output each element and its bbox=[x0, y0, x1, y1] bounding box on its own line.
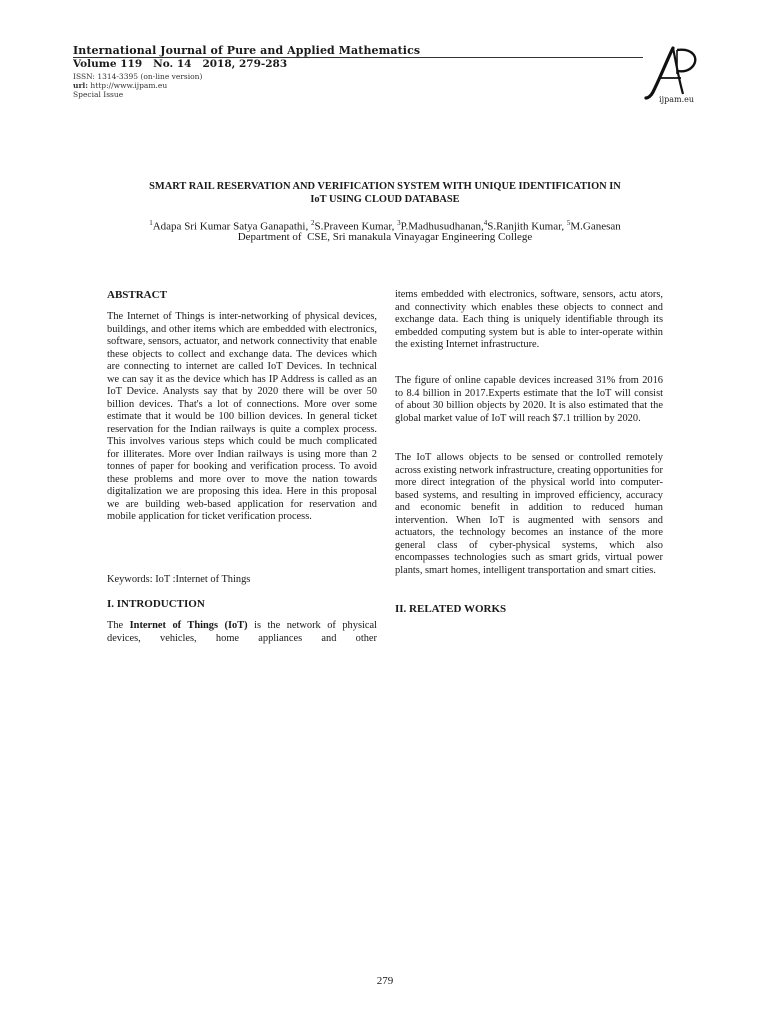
iot-applications-text: The IoT allows objects to be sensed or controlled remotely across existing network infrastructure, creating opportunities for more direct integration of the physical world into computer-based systems, and resulting in improved efficiency, accuracy and economic benefit in addition to reduced human intervention. When IoT is augmented with sensors and actuators, the technology becomes an instance of the more general class of cyber-physical systems, which also encompasses technologies such as smart grids, virtual power plants, smart homes, intelligent transportation and smart cities. bbox=[395, 452, 663, 576]
intro-pre: The bbox=[107, 620, 130, 631]
intro-body bbox=[107, 620, 377, 645]
related-works-title: II. RELATED WORKS bbox=[395, 603, 507, 615]
abstract-text: The Internet of Things is inter-networking of physical devices, buildings, and other items which are embedded with electronics, software, sensors, actuator, and network connectivity that enable these objects to collect and exchange data. The devices which are connecting to internet are called IoT Devices. In technical we can say it as the device which has IP Address is called as an IoT Device. Analysts say that by 2020 there will be over 50 billion devices. That's a lot of connections. More over some estimate that it would be 100 billion devices. In general ticket reservation for the Indian railways is quite a complex process. This involves various steps which could be much complicated for illiterates. More over Indian railways is using more than 2 tonnes of paper for booking and verification process. To avoid these problems and more over to move the nation towards digitalization we are proposing this idea. Here in this proposal we are building web-based application for reservation and mobile application for ticket verification process. bbox=[107, 311, 377, 522]
author-5: M.Ganesan bbox=[570, 220, 621, 233]
author-1: Adapa Sri Kumar Satya Ganapathi, bbox=[152, 220, 311, 233]
author-1-num: 1 bbox=[149, 219, 153, 227]
right-para-1 bbox=[395, 289, 663, 352]
logo-site: ijpam.eu bbox=[659, 95, 694, 104]
title-line-2: IoT USING CLOUD DATABASE bbox=[310, 194, 460, 205]
journal-url bbox=[73, 81, 167, 90]
author-3-num: 3 bbox=[397, 219, 401, 227]
intro-heading bbox=[107, 598, 377, 610]
department: Department of CSE, Sri manakula Vinayagar Engineering College bbox=[237, 231, 533, 243]
journal-issn: ISSN: 1314-3395 (on-line version) bbox=[73, 72, 203, 81]
special-issue: Special Issue bbox=[73, 90, 124, 99]
author-3: P.Madhusudhanan, bbox=[400, 220, 484, 233]
author-4: S.Ranjith Kumar, bbox=[487, 220, 567, 233]
intro-post: is the network of physical devices, vehicles, home appliances and other bbox=[107, 620, 377, 644]
related-works-heading bbox=[395, 603, 663, 615]
abstract-body bbox=[107, 311, 377, 524]
page-number: 279 bbox=[376, 975, 394, 987]
right-para-3 bbox=[395, 452, 663, 577]
url-label: url: bbox=[73, 81, 89, 90]
iot-definition-text: items embedded with electronics, software, sensors, actu ators, and connectivity which enables these objects to connect and exchange data. Each thing is uniquely identifiable through its embedded computing system but is able to inter-operate within the existing Internet infrastructure. bbox=[395, 289, 663, 350]
intro-bold: Internet of Things (IoT) bbox=[129, 620, 248, 631]
author-4-num: 4 bbox=[483, 219, 488, 227]
journal-volume: Volume 119 No. 14 2018, 279-283 bbox=[73, 58, 288, 70]
journal-title: International Journal of Pure and Applied Mathematics bbox=[73, 44, 421, 57]
right-para-2 bbox=[395, 375, 663, 425]
author-2-num: 2 bbox=[310, 219, 315, 227]
keywords bbox=[107, 574, 377, 585]
title-line-1: SMART RAIL RESERVATION AND VERIFICATION SYSTEM WITH UNIQUE IDENTIFICATION IN bbox=[149, 181, 621, 192]
keywords-text: Keywords: IoT :Internet of Things bbox=[107, 574, 251, 585]
intro-text bbox=[107, 620, 377, 645]
intro-title: I. INTRODUCTION bbox=[107, 598, 205, 610]
abstract-heading bbox=[107, 289, 377, 301]
paper-title bbox=[80, 180, 690, 206]
iot-statistics-text: The figure of online capable devices increased 31% from 2016 to 8.4 billion in 2017.Experts estimate that the IoT will consist of about 30 billion objects by 2020. It is also estimated that the global market value of IoT will reach $7.1 trillion by 2020. bbox=[395, 375, 663, 424]
url-value: http://www.ijpam.eu bbox=[88, 81, 168, 90]
journal-header bbox=[73, 44, 701, 104]
author-5-num: 5 bbox=[566, 219, 571, 227]
abstract-title: ABSTRACT bbox=[107, 289, 167, 301]
author-2: S.Praveen Kumar, bbox=[314, 220, 398, 233]
